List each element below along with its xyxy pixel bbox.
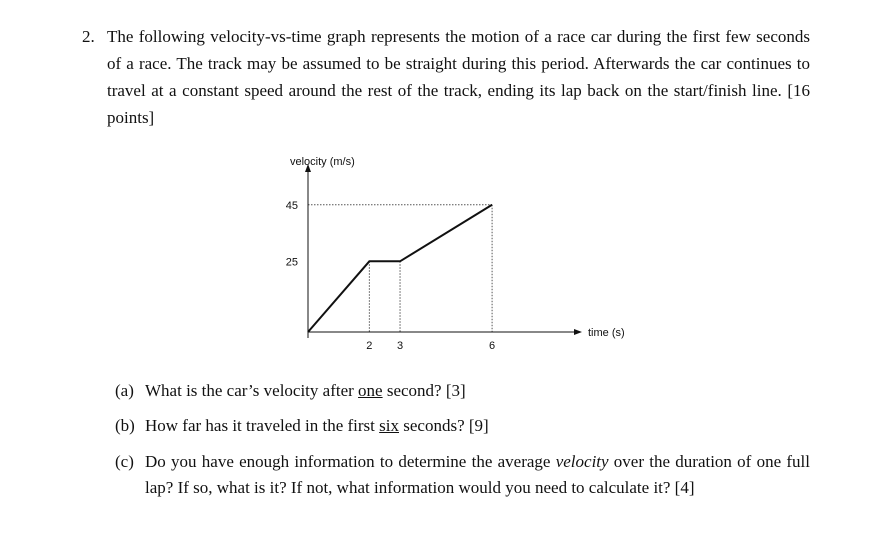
question-c-post: over the duration of one full lap? If so, what is it? If not, what information would you need to calculate it? [4] xyxy=(145,452,810,497)
question-a-post: second? [3] xyxy=(382,381,466,400)
question-a-emphasis: one xyxy=(358,381,383,400)
question-c-pre: Do you have enough information to determine the average xyxy=(145,452,556,471)
problem-intro: The following velocity-vs-time graph represents the motion of a race car during the first few seconds of a race. The track may be assumed to be straight during this period. Afterwards the car continues to travel at a constant speed around the rest of the track, ending its lap back on the start/finish line. [16 points] xyxy=(107,27,810,127)
y-tick-label: 25 xyxy=(285,256,298,269)
question-a-pre: What is the car’s velocity after xyxy=(145,381,359,400)
question-b-post: seconds? [9] xyxy=(399,416,489,435)
question-a-text xyxy=(145,378,810,404)
y-axis-label: velocity (m/s) xyxy=(290,156,355,168)
x-tick-label: 3 xyxy=(396,340,404,352)
velocity-time-graph xyxy=(270,148,640,358)
question-a-label: (a) xyxy=(115,381,134,400)
question-b-pre: How far has it traveled in the first xyxy=(145,416,380,435)
question-b-label: (b) xyxy=(115,416,135,435)
x-tick-label: 2 xyxy=(366,340,373,352)
question-c-emphasis: velocity xyxy=(555,452,609,471)
y-tick-label: 45 xyxy=(285,199,298,212)
x-tick-label: 6 xyxy=(489,340,496,352)
problem-number: 2. xyxy=(82,27,95,46)
question-b-emphasis: six xyxy=(379,416,399,435)
question-b-text xyxy=(145,413,810,439)
question-c-text xyxy=(145,449,810,501)
graph-svg xyxy=(270,148,640,358)
question-c-label: (c) xyxy=(115,452,134,471)
x-axis-label: time (s) xyxy=(588,327,625,339)
